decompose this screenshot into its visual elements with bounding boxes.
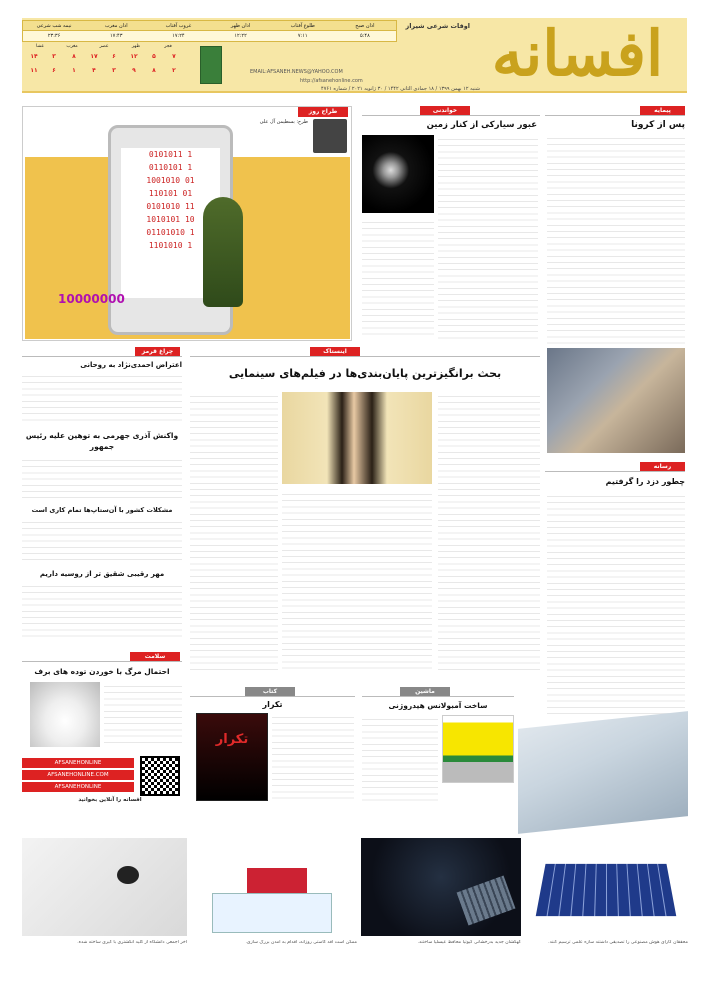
section-tag-left-mid: چراغ قرمز [135,347,180,357]
grid-cell: ۲ [172,67,176,74]
mehr-body [22,582,182,642]
prayer-time: ۵:۴۸ [360,33,370,39]
media-title: چطور دزد را گرفتیم [605,477,685,486]
footer-link-3[interactable]: AFSANEHONLINE [22,782,134,792]
mehr-title: مهر رقیبی شقیق تر از روسیه داریم [39,570,165,578]
prayer-subtitle: اوقات شرعی شیراز [405,22,470,30]
cinema-body-right [438,392,540,672]
section-rule [190,696,355,697]
grid-cell: ۸ [72,53,76,60]
grid-cell: ۱۴ [30,53,38,60]
dog-photo [30,682,100,747]
section-rule [22,356,182,357]
book-cover [196,713,268,801]
section-tag-health: سلامت [130,652,180,662]
corona-body [547,134,685,344]
grid-cell: ۹ [132,67,136,74]
asteroid-body-2 [362,218,434,340]
cartoonist-avatar [313,119,347,153]
corona-title: پس از کرونا [631,120,685,130]
cartoon-number: 10000000 [58,292,125,306]
grid-cell: ۶ [52,67,56,74]
asteroid-photo [362,135,434,213]
prayer-label: طلوع آفتاب [290,23,315,29]
section-rule [545,115,685,116]
ahmadinejad-title: اعتراض احمدی‌نژاد به روحانی [80,361,182,369]
dog-title: احتمال مرگ با خوردن توده های برف [34,667,170,676]
bottom-photo-house [192,838,357,936]
ambulance-title: ساخت آمبولانس هیدروژنی [388,701,488,710]
bill-gates-photo [547,348,685,453]
cinema-body-center [282,490,432,672]
grid-header: عشا [35,44,45,49]
cinema-photo [282,392,432,484]
grid-cell: ۳ [52,53,56,60]
section-tag-motor: ماشین [400,687,450,697]
asteroid-title: عبور سیارکی از کنار زمین [426,120,537,130]
grid-cell: ۱۱ [30,67,38,74]
grid-cell: ۱۲ [130,53,138,60]
asteroid-body [438,135,538,340]
masthead-info [228,44,398,70]
email[interactable]: EMAIL:AFSANEH.NEWS@YAHOO.COM [250,69,343,75]
section-rule [190,356,540,357]
footer-link-1[interactable]: AFSANEHONLINE [22,758,134,768]
grid-header: عصر [99,44,109,49]
grid-header: مغرب [66,44,78,49]
section-tag-right-mid: رسانه [640,462,685,472]
cartoon-credit: طرح: بسطیمن آل علی [259,119,308,125]
section-rule [22,661,182,662]
section-tag-right-top: پیمایه [640,106,685,116]
footer-link-2[interactable]: AFSANEHONLINE.COM [22,770,134,780]
reaction-body [22,456,182,501]
section-tag-center-mid: اینستاک [310,347,360,357]
bottom-photo-solar [526,838,688,936]
newspapers-photo [518,711,688,834]
book-body [272,713,354,803]
ambulance-photo [442,715,514,783]
bottom-caption-2: کهکشان جدید بدرخشانی گیوتیا محافظ عیسلیا ساختند. [417,940,521,945]
book-cover-text: تکرار [215,732,249,747]
section-rule [545,471,685,472]
cartoon-figure [203,197,243,307]
masthead-badge [200,46,222,84]
bottom-caption-3: ممکن است اقد کاستی روزانه، اقدام به آمدن بزرگ سازی. [245,940,357,945]
footer-note: افسانه را آنلاین بخوانید [78,797,142,803]
prayer-label: اذان ظهر [230,23,251,29]
grid-cell: ۴ [92,67,96,74]
qr-code-icon[interactable] [140,756,180,796]
bottom-caption-4: آخر اجمعی دانشگاه از کلید انگشتری با گیری ساخته شده. [77,940,187,945]
grid-cell: ۱۷ [90,53,98,60]
grid-cell: ۵ [152,53,156,60]
dog-body [104,682,182,747]
prayer-label: اذان صبح [355,23,375,29]
bottom-photo-ring [22,838,187,936]
website[interactable]: http://afsanehonline.com [300,78,363,84]
prayer-label: اذان مغرب [104,23,128,29]
ambulance-body [362,715,438,805]
issue-line: شنبه ۱۲ بهمن ۱۳۹۹ / ۱۸ جمادی الثانی ۱۴۴۲ / ۳۰ ژانویه ۲۰۲۱ / شماره ۴۷۶۱ [321,86,480,92]
grid-header: ظهر [131,44,141,49]
number-grid [24,44,184,86]
prayer-time: ۱۷:۲۴ [172,33,185,39]
book-title: تکرار [262,700,283,709]
reaction-title: واکنش آذری جهرمی به توهین علیه رئیس جمهور [25,431,179,451]
cinema-body-left [190,392,278,672]
section-rule [362,696,514,697]
media-body [547,492,685,717]
prayer-time: ۱۲:۲۲ [234,33,247,39]
prayer-times-table [22,20,397,42]
phone-screen-drawing: 0101011 1 0110101 1 1001010 01 110101 01 0101010 11 1010101 10 01101010 1 1101010 1 [108,125,233,335]
bottom-caption-1: محققان کارای هوش مصنوعی را تصدیقی داشتند سازه علمی ترسیم کنند. [548,940,688,945]
prayer-time: ۲۳:۳۶ [47,33,61,39]
prayer-time: ۷:۱۱ [297,33,308,39]
section-rule [362,115,540,116]
section-tag-left-top: طراح روز [298,107,348,117]
unemployment-title: مشکلات کشور با آن‌ستاپ‌ها تمام کاری است [31,506,173,514]
grid-cell: ۳ [112,67,116,74]
section-tag-center-top: خواندنی [420,106,470,116]
prayer-label: نیمه شب شرعی [36,23,72,29]
bottom-photo-satellite [361,838,521,936]
grid-cell: ۷ [172,53,176,60]
masthead-logo: افسانه [491,17,664,90]
grid-cell: ۶ [112,53,116,60]
section-tag-books: کتاب [245,687,295,697]
cartoon-panel [22,106,352,341]
grid-header: فجر [164,44,172,49]
grid-cell: ۸ [152,67,156,74]
unemployment-body [22,518,182,563]
prayer-label: غروب آفتاب [165,23,192,29]
cinema-title: بحث برانگیزترین پایان‌بندی‌ها در فیلم‌های سینمایی [228,367,502,380]
grid-cell: ۱ [72,67,76,74]
ahmadinejad-body [22,372,182,422]
prayer-time: ۱۷:۴۳ [110,33,123,39]
